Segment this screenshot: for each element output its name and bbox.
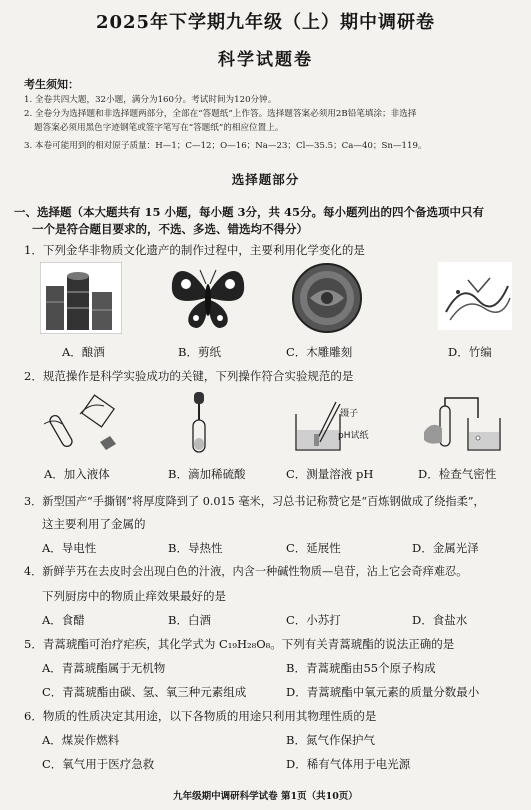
q3-option-a: A．导电性 xyxy=(42,541,97,555)
q5-option-c: C．青蒿琥酯由碳、氢、氧三种元素组成 xyxy=(42,685,247,699)
q1-option-a: A．酿酒 xyxy=(62,345,105,359)
question-4-stem-cont: 下列厨房中的物质止痒效果最好的是 xyxy=(42,589,226,603)
q5-option-a: A．青蒿琥酯属于无机物 xyxy=(42,661,166,675)
q1-option-d: D．竹编 xyxy=(448,345,492,359)
question-2-stem: 2．规范操作是科学实验成功的关键，下列操作符合实验规范的是 xyxy=(24,369,354,383)
question-3-stem-cont: 这主要利用了金属的 xyxy=(42,517,146,531)
q4-option-c: C．小苏打 xyxy=(286,613,341,627)
paper-cutting-image xyxy=(168,260,248,334)
ph-paper-label: pH试纸 xyxy=(338,431,369,441)
q6-option-d: D．稀有气体用于电光源 xyxy=(286,757,411,771)
exam-subtitle: 科学试题卷 xyxy=(218,50,313,70)
q2-option-b: B．滴加稀硫酸 xyxy=(168,467,246,481)
q1-option-c: C．木雕雕刻 xyxy=(286,345,353,359)
liquor-brewing-image xyxy=(40,262,122,334)
dropping-acid-diagram xyxy=(184,390,214,454)
question-1-stem: 1．下列金华非物质文化遗产的制作过程中，主要利用化学变化的是 xyxy=(24,243,365,257)
tweezers-label: 镊子 xyxy=(340,409,359,419)
question-6-stem: 6．物质的性质决定其用途，以下各物质的用途只利用其物理性质的是 xyxy=(24,709,377,723)
notice-item-3: 3. 本卷可能用到的相对原子质量：H—1；C—12；O—16；Na—23；Cl—35.5；Ca—40；Sn—119。 xyxy=(24,141,427,151)
q4-option-a: A．食醋 xyxy=(42,613,85,627)
section-title: 选择题部分 xyxy=(231,172,300,187)
q3-option-d: D．金属光泽 xyxy=(412,541,479,555)
wood-carving-image xyxy=(290,262,364,334)
notice-item-2-cont: 题答案必须用黑色字迹钢笔或签字笔写在“答题纸”的相应位置上。 xyxy=(34,123,284,133)
part-instructions-line-2: 一个是符合题目要求的，不选、多选、错选均不得分） xyxy=(32,222,308,236)
part-instructions-line-1: 一、选择题（本大题共有 15 小题，每小题 3分，共 45分。每小题列出的四个备选项中只有 xyxy=(14,205,485,219)
bamboo-weaving-image xyxy=(438,262,512,330)
q4-option-b: B．白酒 xyxy=(168,613,211,627)
question-4-stem: 4．新鲜芋艿在去皮时会出现白色的汁液，内含一种碱性物质—皂苷，沾上它会奇痒难忍。 xyxy=(24,565,468,578)
q5-option-d: D．青蒿琥酯中氧元素的质量分数最小 xyxy=(286,685,480,699)
exam-title: 2025年下学期九年级（上）期中调研卷 xyxy=(95,12,436,33)
q3-option-c: C．延展性 xyxy=(286,541,341,555)
q6-option-b: B．氮气作保护气 xyxy=(286,733,375,747)
notice-item-2: 2. 全卷分为选择题和非选择题两部分，全部在“答题纸”上作答。选择题答案必须用2B铅笔填涂；非选择 xyxy=(24,109,417,119)
q3-option-b: B．导热性 xyxy=(168,541,223,555)
q4-option-d: D．食盐水 xyxy=(412,613,468,627)
q2-option-a: A．加入液体 xyxy=(44,467,110,481)
q5-option-b: B．青蒿琥酯由55个原子构成 xyxy=(286,661,436,675)
notice-item-1: 1. 全卷共四大题，32小题，满分为160分。考试时间为120分钟。 xyxy=(24,95,277,105)
adding-liquid-diagram xyxy=(40,392,126,452)
page-footer: 九年级期中调研科学试卷 第1页（共10页） xyxy=(173,791,358,802)
q1-option-b: B．剪纸 xyxy=(178,345,221,359)
q6-option-a: A．煤炭作燃料 xyxy=(42,733,120,747)
part-instructions xyxy=(14,204,522,238)
notice-title: 考生须知： xyxy=(24,78,79,91)
ph-test-diagram xyxy=(290,394,360,452)
q6-option-c: C．氧气用于医疗急救 xyxy=(42,757,155,771)
airtightness-check-diagram xyxy=(420,392,510,454)
question-3-stem: 3．新型国产“手撕钢”将厚度降到了 0.015 毫米，习总书记称赞它是“百炼钢做成了绕指柔”， xyxy=(24,495,485,508)
q2-option-c: C．测量溶液 pH xyxy=(286,467,374,481)
q2-option-d: D．检查气密性 xyxy=(418,467,497,481)
question-5-stem: 5．青蒿琥酯可治疗疟疾，其化学式为 C₁₉H₂₈O₈。下列有关青蒿琥酯的说法正确的是 xyxy=(24,637,455,651)
